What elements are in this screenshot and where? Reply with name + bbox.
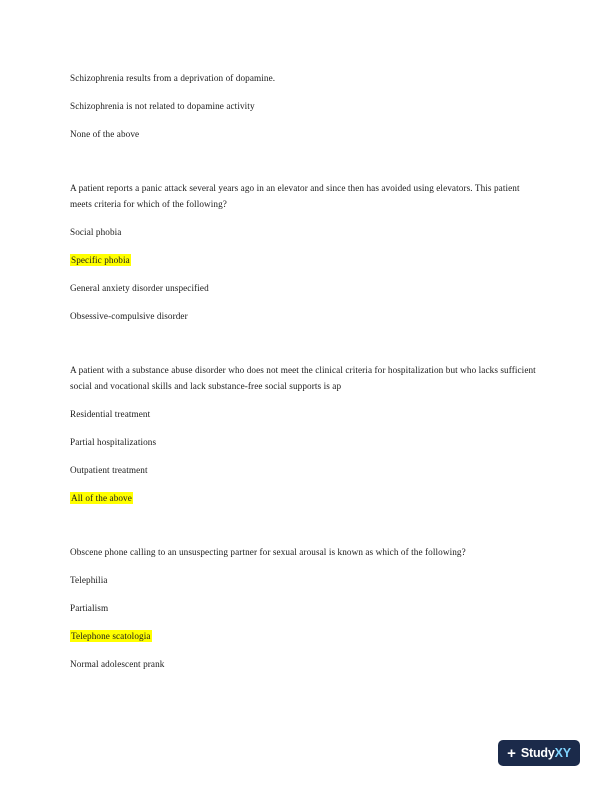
question-block <box>70 544 540 672</box>
answer-option[interactable] <box>70 308 540 324</box>
answer-option[interactable] <box>70 628 540 644</box>
answer-option[interactable] <box>70 434 540 450</box>
answer-option-text: Normal adolescent prank <box>70 659 165 669</box>
answer-option-text: Obsessive-compulsive disorder <box>70 311 188 321</box>
question-block <box>70 70 540 142</box>
answer-option[interactable] <box>70 280 540 296</box>
answer-option-highlighted: All of the above <box>71 493 132 503</box>
plus-icon: + <box>507 744 516 762</box>
question-list <box>70 70 540 672</box>
answer-option[interactable] <box>70 406 540 422</box>
answer-option-text: Schizophrenia results from a deprivation of dopamine. <box>70 73 276 83</box>
answer-option-text: Schizophrenia is not related to dopamine activity <box>70 101 255 111</box>
answer-option[interactable] <box>70 252 540 268</box>
answer-option-text: Social phobia <box>70 227 122 237</box>
answer-option-highlighted: Telephone scatologia <box>71 631 151 641</box>
answer-option[interactable] <box>70 572 540 588</box>
answer-option[interactable] <box>70 490 540 506</box>
question-block <box>70 180 540 324</box>
question-stem: A patient reports a panic attack several years ago in an elevator and since then has avoided using elevators. This patient meets criteria for which of the following? <box>70 183 520 209</box>
answer-option[interactable] <box>70 126 540 142</box>
question-block <box>70 362 540 506</box>
answer-option[interactable] <box>70 462 540 478</box>
answer-option-text: Telephilia <box>70 575 108 585</box>
studyxy-watermark <box>498 740 580 766</box>
answer-option-text: Outpatient treatment <box>70 465 148 475</box>
answer-option-text: None of the above <box>70 129 140 139</box>
answer-option[interactable] <box>70 224 540 240</box>
answer-option-text: Partialism <box>70 603 109 613</box>
question-stem: Obscene phone calling to an unsuspecting partner for sexual arousal is known as which of the following? <box>70 547 466 557</box>
answer-option-text: Residential treatment <box>70 409 151 419</box>
watermark-primary: Study <box>520 746 555 760</box>
watermark-label <box>521 746 571 760</box>
question-stem: A patient with a substance abuse disorder who does not meet the clinical criteria for hospitalization but who lacks sufficient social and vocational skills and lack substance-free social supports is ap <box>70 365 536 391</box>
answer-option[interactable] <box>70 656 540 672</box>
answer-option[interactable] <box>70 600 540 616</box>
answer-option-text: Partial hospitalizations <box>70 437 157 447</box>
answer-option-highlighted: Specific phobia <box>71 255 130 265</box>
answer-option[interactable] <box>70 98 540 114</box>
watermark-secondary: XY <box>554 746 571 760</box>
answer-option-text: General anxiety disorder unspecified <box>70 283 209 293</box>
answer-option[interactable] <box>70 70 540 86</box>
